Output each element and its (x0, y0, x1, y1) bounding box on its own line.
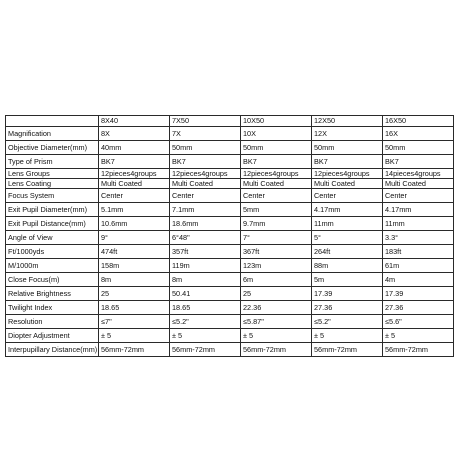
spec-value-cell: 61m (383, 259, 454, 273)
spec-value-cell: BK7 (170, 155, 241, 169)
spec-value-cell: 17.39 (312, 287, 383, 301)
header-corner-cell (6, 116, 99, 127)
model-header-cell: 16X50 (383, 116, 454, 127)
spec-value-cell: Center (312, 189, 383, 203)
spec-row (6, 189, 454, 203)
spec-value-cell: ≤5.87" (241, 315, 312, 329)
spec-value-cell: 9.7mm (241, 217, 312, 231)
spec-value-cell: 50mm (170, 141, 241, 155)
spec-value-cell: 7.1mm (170, 203, 241, 217)
spec-value-cell: 56mm-72mm (170, 343, 241, 357)
spec-row (6, 231, 454, 245)
spec-value-cell: BK7 (383, 155, 454, 169)
spec-value-cell: 50mm (312, 141, 383, 155)
spec-label-cell: Focus System (6, 189, 99, 203)
spec-label-cell: Type of Prism (6, 155, 99, 169)
spec-value-cell: Multi Coated (170, 179, 241, 189)
spec-value-cell: ± 5 (99, 329, 170, 343)
spec-label-cell: Exit Pupil Diameter(mm) (6, 203, 99, 217)
spec-label-cell: Ft/1000yds (6, 245, 99, 259)
spec-value-cell: 4.17mm (383, 203, 454, 217)
spec-value-cell: BK7 (312, 155, 383, 169)
spec-value-cell: 11mm (312, 217, 383, 231)
spec-value-cell: Center (99, 189, 170, 203)
spec-value-cell: ≤5.2" (170, 315, 241, 329)
spec-label-cell: M/1000m (6, 259, 99, 273)
model-header-cell: 10X50 (241, 116, 312, 127)
spec-value-cell: 12pieces4groups (241, 169, 312, 179)
spec-row (6, 287, 454, 301)
spec-value-cell: 50mm (241, 141, 312, 155)
spec-value-cell: 56mm-72mm (312, 343, 383, 357)
spec-value-cell: 119m (170, 259, 241, 273)
spec-value-cell: 40mm (99, 141, 170, 155)
spec-value-cell: 9° (99, 231, 170, 245)
spec-value-cell: 183ft (383, 245, 454, 259)
spec-value-cell: 474ft (99, 245, 170, 259)
spec-label-cell: Close Focus(m) (6, 273, 99, 287)
spec-row (6, 343, 454, 357)
spec-value-cell: 5° (312, 231, 383, 245)
spec-row (6, 141, 454, 155)
spec-row (6, 329, 454, 343)
spec-value-cell: 8X (99, 127, 170, 141)
spec-label-cell: Diopter Adjustment (6, 329, 99, 343)
spec-value-cell: 264ft (312, 245, 383, 259)
spec-value-cell: 10X (241, 127, 312, 141)
spec-value-cell: 357ft (170, 245, 241, 259)
spec-row (6, 169, 454, 179)
spec-value-cell: BK7 (241, 155, 312, 169)
spec-value-cell: 10.6mm (99, 217, 170, 231)
spec-value-cell: 18.65 (99, 301, 170, 315)
spec-label-cell: Magnification (6, 127, 99, 141)
spec-label-cell: Interpupillary Distance(mm) (6, 343, 99, 357)
spec-value-cell: 5.1mm (99, 203, 170, 217)
spec-value-cell: ± 5 (383, 329, 454, 343)
spec-value-cell: 6m (241, 273, 312, 287)
spec-value-cell: 12pieces4groups (312, 169, 383, 179)
spec-row (6, 127, 454, 141)
spec-value-cell: Center (383, 189, 454, 203)
spec-value-cell: 18.6mm (170, 217, 241, 231)
spec-row (6, 315, 454, 329)
spec-value-cell: Center (241, 189, 312, 203)
spec-value-cell: 25 (99, 287, 170, 301)
spec-value-cell: Multi Coated (241, 179, 312, 189)
spec-value-cell: ≤5.6" (383, 315, 454, 329)
spec-value-cell: 27.36 (383, 301, 454, 315)
spec-value-cell: 12pieces4groups (170, 169, 241, 179)
spec-label-cell: Resolution (6, 315, 99, 329)
spec-value-cell: 4.17mm (312, 203, 383, 217)
spec-value-cell: 56mm-72mm (99, 343, 170, 357)
binocular-spec-table (5, 115, 454, 357)
spec-value-cell: ± 5 (241, 329, 312, 343)
spec-value-cell: 22.36 (241, 301, 312, 315)
spec-value-cell: ± 5 (312, 329, 383, 343)
spec-value-cell: 56mm-72mm (241, 343, 312, 357)
spec-label-cell: Objective Diameter(mm) (6, 141, 99, 155)
spec-value-cell: 18.65 (170, 301, 241, 315)
model-header-cell: 8X40 (99, 116, 170, 127)
spec-value-cell: 8m (99, 273, 170, 287)
spec-row (6, 155, 454, 169)
spec-value-cell: 8m (170, 273, 241, 287)
spec-row (6, 179, 454, 189)
spec-value-cell: 50mm (383, 141, 454, 155)
spec-value-cell: 17.39 (383, 287, 454, 301)
spec-value-cell: 6°48" (170, 231, 241, 245)
spec-value-cell: 11mm (383, 217, 454, 231)
spec-value-cell: 123m (241, 259, 312, 273)
spec-row (6, 217, 454, 231)
spec-value-cell: 56mm-72mm (383, 343, 454, 357)
spec-row (6, 301, 454, 315)
spec-label-cell: Exit Pupil Distance(mm) (6, 217, 99, 231)
spec-value-cell: 50.41 (170, 287, 241, 301)
model-header-cell: 12X50 (312, 116, 383, 127)
spec-label-cell: Lens Coating (6, 179, 99, 189)
spec-value-cell: 88m (312, 259, 383, 273)
spec-label-cell: Relative Brightness (6, 287, 99, 301)
spec-label-cell: Lens Groups (6, 169, 99, 179)
spec-value-cell: 5mm (241, 203, 312, 217)
spec-value-cell: 16X (383, 127, 454, 141)
spec-table-body (6, 116, 454, 357)
spec-value-cell: 12pieces4groups (99, 169, 170, 179)
spec-value-cell: 5m (312, 273, 383, 287)
spec-row (6, 259, 454, 273)
spec-value-cell: Multi Coated (99, 179, 170, 189)
spec-label-cell: Twilight Index (6, 301, 99, 315)
spec-value-cell: Multi Coated (312, 179, 383, 189)
spec-value-cell: 7X (170, 127, 241, 141)
spec-row (6, 273, 454, 287)
spec-value-cell: 367ft (241, 245, 312, 259)
spec-value-cell: 14pieces4groups (383, 169, 454, 179)
spec-value-cell: 12X (312, 127, 383, 141)
spec-value-cell: 3.3° (383, 231, 454, 245)
header-row (6, 116, 454, 127)
spec-value-cell: 4m (383, 273, 454, 287)
spec-value-cell: ± 5 (170, 329, 241, 343)
spec-row (6, 245, 454, 259)
spec-value-cell: ≤7" (99, 315, 170, 329)
spec-value-cell: 27.36 (312, 301, 383, 315)
spec-value-cell: 158m (99, 259, 170, 273)
spec-label-cell: Angle of View (6, 231, 99, 245)
model-header-cell: 7X50 (170, 116, 241, 127)
spec-value-cell: Multi Coated (383, 179, 454, 189)
spec-value-cell: BK7 (99, 155, 170, 169)
spec-value-cell: 7° (241, 231, 312, 245)
spec-value-cell: Center (170, 189, 241, 203)
spec-value-cell: 25 (241, 287, 312, 301)
spec-value-cell: ≤5.2" (312, 315, 383, 329)
spec-row (6, 203, 454, 217)
